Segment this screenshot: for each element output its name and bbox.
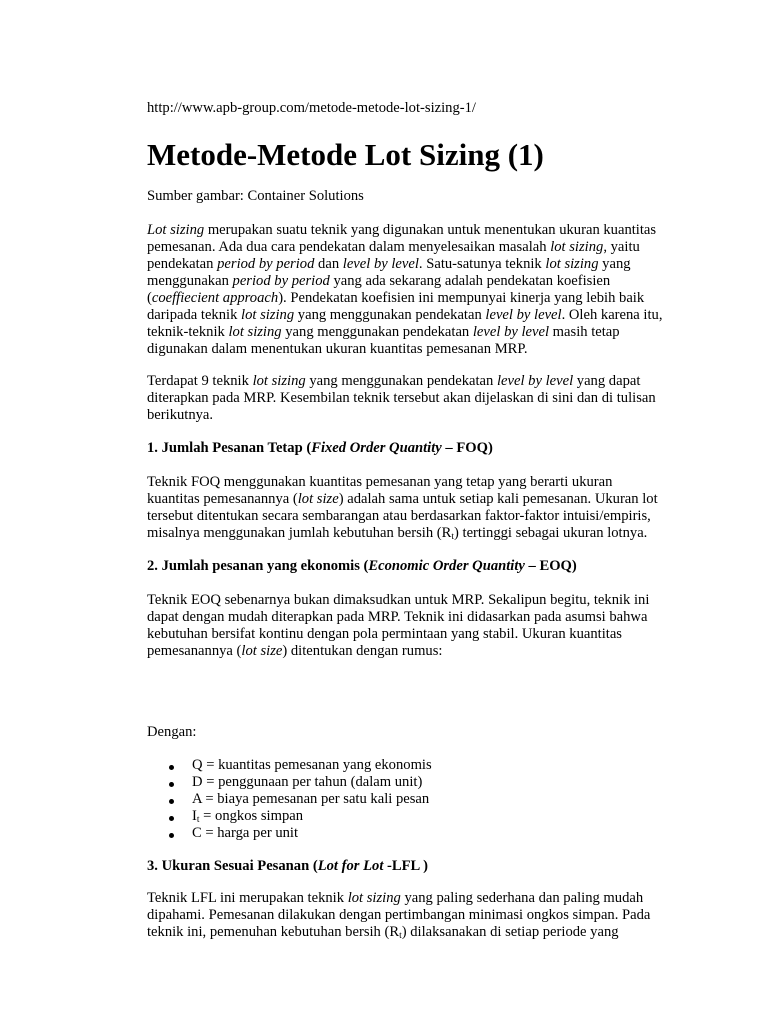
bullet-icon: [169, 765, 174, 770]
variable-list: [147, 757, 432, 842]
eoq-paragraph: Teknik EOQ sebenarnya bukan dimaksudkan untuk MRP. Sekalipun begitu, teknik ini dapat dengan mudah diterapkan pada MRP. Teknik ini didasarkan pada asumsi bahwa kebutuhan bersifat kontinu dengan pola permintaan yang stabil. Ukuran kuantitas pemesanannya (lot size) ditentukan dengan rumus:: [147, 592, 650, 659]
list-item: $I_t$ = ongkos simpan: [147, 808, 432, 825]
foq-paragraph: Teknik FOQ menggunakan kuantitas pemesanan yang tetap yang berarti ukuran kuantitas pemesanannya (lot size) adalah sama untuk setiap kali pemesanan. Ukuran lot tersebut ditentukan secara sembarangan atau berdasarkan faktor-faktor intuisi/empiris, misalnya menggunakan jumlah kebutuhan bersih $(R_t)$ tertinggi sebagai ukuran lotnya.: [147, 474, 658, 542]
bullet-icon: [169, 799, 174, 804]
bullet-icon: [169, 782, 174, 787]
bullet-icon: [169, 833, 174, 838]
list-item: Q = kuantitas pemesanan yang ekonomis: [147, 757, 432, 774]
section-heading-foq: 1. Jumlah Pesanan Tetap (Fixed Order Quantity – FOQ): [147, 440, 493, 456]
list-item: C = harga per unit: [147, 825, 432, 842]
page-title: Metode-Metode Lot Sizing (1): [147, 137, 544, 172]
intro-paragraph: Lot sizing merupakan suatu teknik yang digunakan untuk menentukan ukuran kuantitas pemesanan. Ada dua cara pendekatan dalam menyelesaikan masalah lot sizing, yaitu pendekatan period by period dan level by level. Satu-satunya teknik lot sizing yang menggunakan period by period yang ada sekarang adalah pendekatan koefisien (coeffiecient approach). Pendekatan koefisien ini mempunyai kinerja yang lebih baik daripada teknik lot sizing yang menggunakan pendekatan level by level. Oleh karena itu, teknik-teknik lot sizing yang menggunakan pendekatan level by level masih tetap digunakan dalam menentukan ukuran kuantitas pemesanan MRP.: [147, 222, 663, 357]
source-url-link[interactable]: http://www.apb-group.com/metode-metode-lot-sizing-1/: [147, 100, 476, 116]
dengan-label: Dengan:: [147, 724, 197, 740]
bullet-icon: [169, 816, 174, 821]
section-heading-eoq: 2. Jumlah pesanan yang ekonomis (Economic Order Quantity – EOQ): [147, 558, 577, 574]
lfl-paragraph: Teknik LFL ini merupakan teknik lot sizing yang paling sederhana dan paling mudah dipahami. Pemesanan dilakukan dengan pertimbangan minimasi ongkos simpan. Pada teknik ini, pemenuhan kebutuhan bersih $(R_t)$ dilaksanakan di setiap periode yang: [147, 890, 651, 941]
section-heading-lfl: 3. Ukuran Sesuai Pesanan (Lot for Lot -LFL ): [147, 858, 428, 874]
image-source-caption: Sumber gambar: Container Solutions: [147, 188, 364, 204]
list-item: D = penggunaan per tahun (dalam unit): [147, 774, 432, 791]
list-item: A = biaya pemesanan per satu kali pesan: [147, 791, 432, 808]
techniques-paragraph: Terdapat 9 teknik lot sizing yang menggunakan pendekatan level by level yang dapat diterapkan pada MRP. Kesembilan teknik tersebut akan dijelaskan di sini dan di tulisan berikutnya.: [147, 373, 656, 423]
